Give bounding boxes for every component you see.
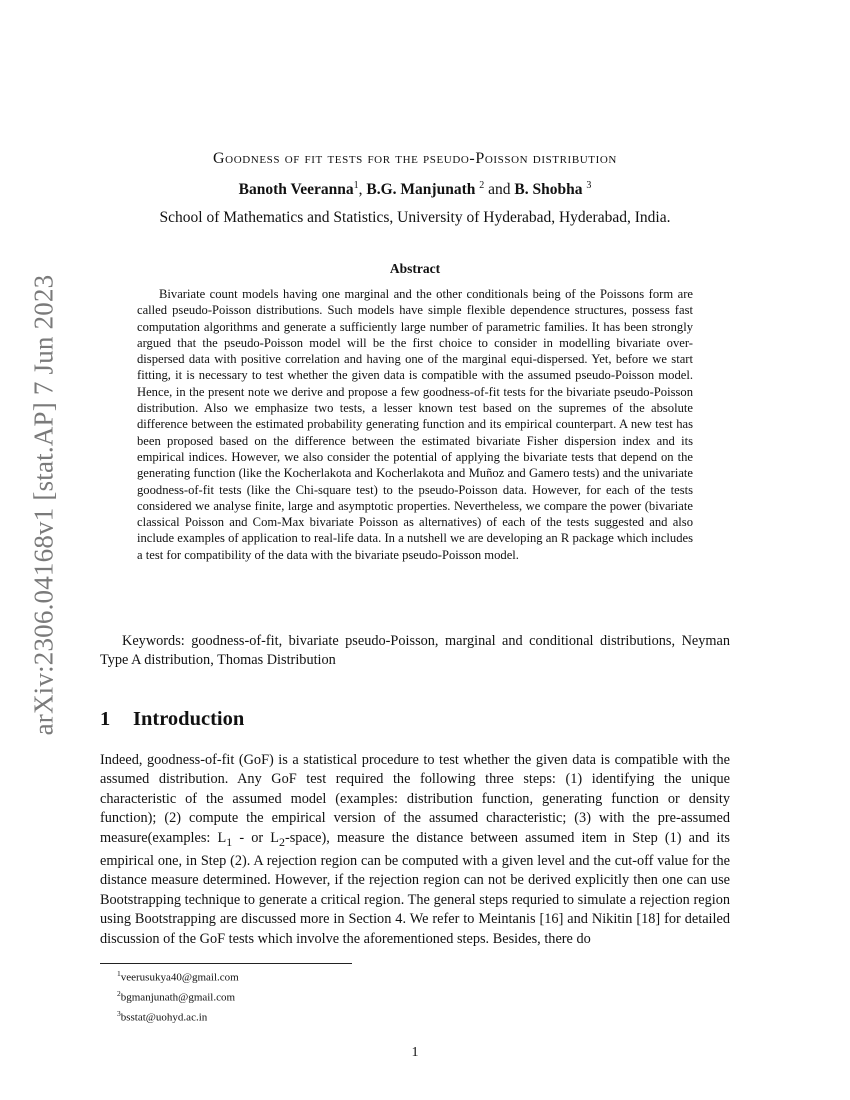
author-name: B.G. Manjunath xyxy=(366,181,476,199)
footnote-mark: 1 xyxy=(117,969,121,978)
footnote-mark: 3 xyxy=(117,1009,121,1019)
footnote-divider xyxy=(100,963,352,964)
author-name: B. Shobha xyxy=(514,181,583,199)
subscript: 1 xyxy=(226,834,233,849)
footnote-email: bgmanjunath@gmail.com xyxy=(120,991,236,1004)
paper-title: Goodness of fit tests for the pseudo-Poisson distribution xyxy=(213,150,617,167)
footnote xyxy=(117,1006,239,1026)
footnotes xyxy=(117,966,239,1026)
author-separator: , xyxy=(358,181,367,199)
author-list xyxy=(100,180,730,199)
abstract-heading: Abstract xyxy=(389,261,441,276)
abstract-body: Bivariate count models having one marginal and the other conditionals being of the Poissons form are called pseudo-Poisson distributions. Such models have simple flexible dependence structures, possess fast computation algorithms and generate a sufficiently large number of parametric families. It has been strongly argued that the pseudo-Poisson model will be the first choice to consider in modelling bivariate over-dispersed data with positive correlation and having one of the marginal equi-dispersed. Yet, before we start fitting, it is necessary to test whether the given data is compatible with the assumed pseudo-Poisson model. Hence, in the present note we derive and propose a few goodness-of-fit tests for the bivariate pseudo-Poisson distribution. Also we emphasize two tests, a lesser known test based on the supremes of the absolute difference between the estimated probability generating function and its empirical counterpart. A new test has been proposed based on the difference between the estimated bivariate Fisher dispersion index and its empirical indices. However, we also consider the potential of applying the bivariate tests that depend on the generating function (like the Kocherlakota and Kocherlakota and Muñoz and Gamero tests) and the univariate goodness-of-fit tests (like the Chi-square test) to the pseudo-Poisson data. However, for each of the tests considered we analyse finite, large and asymptotic properties. Nevertheless, we compare the power (bivariate classical Poisson and Com-Max bivariate Poisson as alternatives) of each of the tests suggested and also include examples of application to real-life data. In a nutshell we are developing an R package which includes a test for compatibility of the data with the bivariate pseudo-Poisson model. xyxy=(137,287,693,562)
paragraph-text: Indeed, goodness-of-fit (GoF) is a statistical procedure to test whether the given data is compatible with the assumed distribution. Any GoF test required the following three steps: (1) identifying the unique characteristic of the assumed model (examples: distribution function, generating function or density function); (2) compute the empirical version of the assumed characteristic; (3) with the pre-assumed measure(examples: L xyxy=(100,752,730,846)
footnote-email: veerusukya40@gmail.com xyxy=(120,971,239,984)
page-number: 1 xyxy=(411,1045,419,1060)
footnote-email: bsstat@uohyd.ac.in xyxy=(120,1011,208,1024)
footnote xyxy=(117,986,239,1006)
section-title: Introduction xyxy=(133,708,245,730)
keywords: Keywords: goodness-of-fit, bivariate pseudo-Poisson, marginal and conditional distributions, Neyman Type A distribution, Thomas Distribution xyxy=(100,633,730,668)
author-footnote-mark: 1 xyxy=(353,180,359,191)
introduction-paragraph xyxy=(100,751,730,949)
footnote-mark: 2 xyxy=(117,989,121,999)
footnote xyxy=(117,966,239,986)
author-name: Banoth Veeranna xyxy=(238,181,354,199)
arxiv-identifier-stamp xyxy=(24,274,64,736)
author-footnote-mark: 2 xyxy=(479,180,485,191)
section-number: 1 xyxy=(100,708,111,730)
affiliation: School of Mathematics and Statistics, University of Hyderabad, Hyderabad, India. xyxy=(159,209,671,226)
author-separator: and xyxy=(484,181,515,199)
arxiv-identifier-text: arXiv:2306.04168v1 [stat.AP] 7 Jun 2023 xyxy=(28,274,59,736)
subscript: 2 xyxy=(279,834,285,849)
paragraph-text: -space), measure the distance between assumed item in Step (1) and its empirical one, in Step (2). A rejection region can be computed with a given level and the cut-off value for the distance measure determined. However, if the rejection region can not be derived explicitly then one can use Bootstrapping technique to generate a critical region. The general steps requried to simulate a rejection region using Bootstrapping are discussed more in Section 4. We refer to Meintanis [16] and Nikitin [18] for detailed discussion of the GoF tests which involve the aforementioned steps. Besides, there do xyxy=(100,829,730,947)
paragraph-text: - or L xyxy=(232,829,280,846)
author-footnote-mark: 3 xyxy=(586,180,592,191)
section-heading xyxy=(100,708,244,731)
